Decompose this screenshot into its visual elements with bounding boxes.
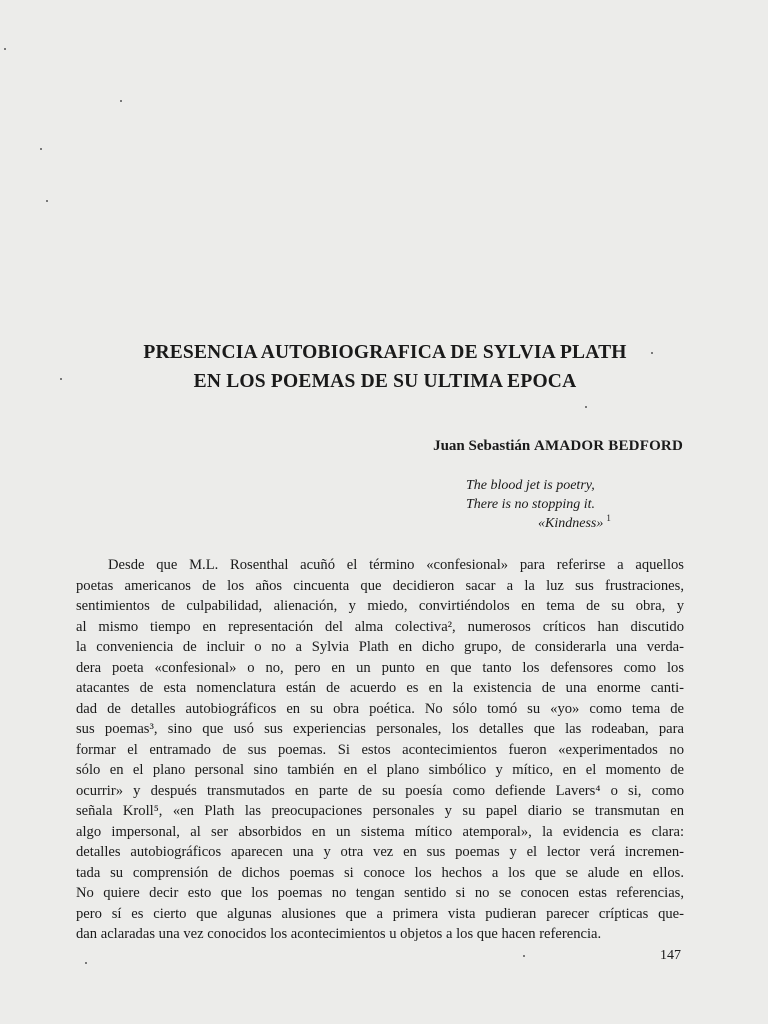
author-name bbox=[433, 438, 683, 455]
body-line: ocurrir» y después transmutados en parte de su poesía como defiende Lavers⁴ o si, como bbox=[76, 782, 684, 799]
scan-speck bbox=[4, 48, 6, 50]
scan-speck bbox=[585, 406, 587, 408]
epigraph-line-2: There is no stopping it. bbox=[466, 497, 595, 512]
body-line: poetas americanos de los años cincuenta que decidieron sacar a la luz sus frustraciones, bbox=[76, 577, 684, 594]
body-line: dad de detalles autobiográficos en su obra poética. No sólo tomó su «yo» como tema de bbox=[76, 700, 684, 717]
body-line: sus poemas³, sino que usó sus experiencias personales, los detalles que las rodeaban, para bbox=[76, 721, 684, 737]
scan-speck bbox=[523, 955, 525, 957]
body-line: detalles autobiográficos aparecen una y otra vez en sus poemas y el lector verá incremen- bbox=[76, 844, 684, 860]
body-line: al mismo tiempo en representación del alma colectiva², numerosos críticos han discutido bbox=[76, 618, 684, 635]
body-line: tada su comprensión de dichos poemas si conoce los hechos a los que se alude en ellos. bbox=[76, 864, 684, 881]
epigraph bbox=[466, 476, 611, 533]
author-surname: AMADOR BEDFORD bbox=[533, 438, 683, 454]
scan-speck bbox=[651, 352, 653, 354]
body-line: sentimientos de culpabilidad, alienación, y miedo, convirtiéndolos en tema de su obra, y bbox=[76, 598, 684, 614]
article-title bbox=[80, 338, 690, 396]
title-line-2: EN LOS POEMAS DE SU ULTIMA EPOCA bbox=[193, 371, 577, 392]
body-line: pero sí es cierto que algunas alusiones que a primera vista pudieran parecer crípticas que- bbox=[76, 905, 684, 922]
scan-speck bbox=[60, 378, 62, 380]
epigraph-source-title: «Kindness» bbox=[538, 516, 604, 531]
author-given-name: Juan Sebastián bbox=[433, 438, 531, 454]
body-line: formar el entramado de sus poemas. Si estos acontecimientos fueron «experimentados no bbox=[76, 741, 684, 758]
body-line: algo impersonal, al ser absorbidos en un sistema mítico atemporal», la evidencia es clara: bbox=[76, 823, 684, 840]
body-line: atacantes de esta nomenclatura están de acuerdo es en la existencia de una enorme canti- bbox=[76, 680, 684, 696]
body-line: dera poeta «confesional» o no, pero en un punto en que tanto los defensores como los bbox=[76, 659, 684, 676]
title-line-1: PRESENCIA AUTOBIOGRAFICA DE SYLVIA PLATH bbox=[143, 342, 627, 363]
body-line: dan aclaradas una vez conocidos los acontecimientos u objetos a los que hacen referencia. bbox=[76, 926, 602, 942]
scan-speck bbox=[120, 100, 122, 102]
epigraph-line-1: The blood jet is poetry, bbox=[466, 478, 595, 493]
body-line: sólo en el plano personal sino también en el plano simbólico y mítico, en el momento de bbox=[76, 762, 684, 778]
body-line: Desde que M.L. Rosenthal acuñó el término «confesional» para referirse a aquellos bbox=[108, 557, 684, 573]
body-line: la conveniencia de incluir o no a Sylvia Plath en dicho grupo, de considerarla una verda- bbox=[76, 639, 684, 655]
body-line: señala Kroll⁵, «en Plath las preocupaciones personales y su papel diario se transmutan en bbox=[76, 803, 684, 819]
body-paragraph bbox=[76, 555, 684, 945]
page-number: 147 bbox=[660, 948, 681, 963]
body-line: No quiere decir esto que los poemas no tengan sentido si no se conocen estas referencias, bbox=[76, 885, 684, 901]
footnote-marker: 1 bbox=[606, 513, 611, 524]
scan-speck bbox=[40, 148, 42, 150]
epigraph-source bbox=[466, 514, 611, 533]
scan-speck bbox=[46, 200, 48, 202]
scan-speck bbox=[85, 962, 87, 964]
